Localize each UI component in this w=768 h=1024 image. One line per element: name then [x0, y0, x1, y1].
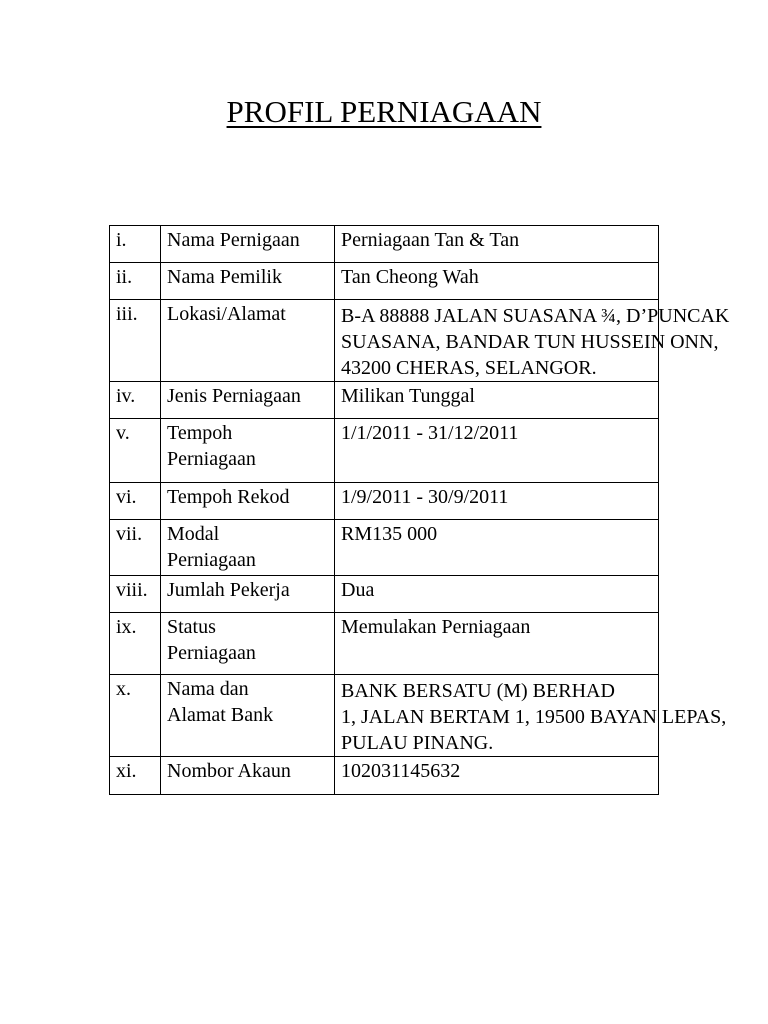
row-label-line: Nama dan: [167, 678, 249, 700]
row-value: [335, 263, 659, 300]
row-label: [161, 675, 335, 757]
table-row: [110, 576, 659, 613]
row-value-line: PULAU PINANG.: [341, 732, 494, 754]
row-label-line: Nombor Akaun: [167, 760, 291, 782]
row-label-line: Jenis Perniagaan: [167, 385, 301, 407]
row-label-line: Modal: [167, 523, 220, 545]
row-number: i.: [110, 226, 161, 263]
row-label: [161, 226, 335, 263]
table-row: [110, 613, 659, 675]
row-label-line: Perniagaan: [167, 448, 256, 470]
row-value-line: 43200 CHERAS, SELANGOR.: [341, 357, 597, 379]
row-label-line: Tempoh Rekod: [167, 486, 290, 508]
row-value-line: B-A 88888 JALAN SUASANA ¾, D’PUNCAK: [341, 305, 730, 327]
row-label-line: Perniagaan: [167, 642, 256, 664]
row-value-line: 1/1/2011 - 31/12/2011: [341, 422, 519, 444]
row-label-line: Alamat Bank: [167, 704, 274, 726]
row-label: [161, 576, 335, 613]
row-label: [161, 520, 335, 576]
row-value: [335, 576, 659, 613]
row-label-line: Perniagaan: [167, 549, 256, 571]
row-value: [335, 419, 659, 483]
table-row: [110, 419, 659, 483]
row-value-line: SUASANA, BANDAR TUN HUSSEIN ONN,: [341, 331, 719, 353]
table-row: [110, 226, 659, 263]
row-number: ix.: [110, 613, 161, 675]
row-number: iv.: [110, 382, 161, 419]
row-value-line: RM135 000: [341, 523, 438, 545]
row-number: x.: [110, 675, 161, 757]
row-label: [161, 757, 335, 795]
row-label-line: Nama Pemilik: [167, 266, 282, 288]
row-label: [161, 263, 335, 300]
row-number: viii.: [110, 576, 161, 613]
row-value-line: Memulakan Perniagaan: [341, 616, 531, 638]
table-row: [110, 263, 659, 300]
row-number: vi.: [110, 483, 161, 520]
row-value: [335, 757, 659, 795]
table-row: [110, 520, 659, 576]
row-label-line: Status: [167, 616, 216, 638]
row-value: [335, 226, 659, 263]
row-label: [161, 300, 335, 382]
row-number: ii.: [110, 263, 161, 300]
row-label: [161, 382, 335, 419]
row-value: [335, 675, 727, 757]
row-value-line: Tan Cheong Wah: [341, 266, 479, 288]
row-value-line: 1, JALAN BERTAM 1, 19500 BAYAN LEPAS,: [341, 706, 727, 728]
table-row: [110, 675, 659, 757]
row-value: [335, 483, 659, 520]
row-label: [161, 613, 335, 675]
row-value-line: BANK BERSATU (M) BERHAD: [341, 680, 615, 702]
row-label-line: Tempoh: [167, 422, 233, 444]
row-label-line: Lokasi/Alamat: [167, 303, 286, 325]
table-row: [110, 483, 659, 520]
row-value-line: 102031145632: [341, 760, 461, 782]
row-value-line: Perniagaan Tan & Tan: [341, 229, 520, 251]
row-value-line: Dua: [341, 579, 375, 601]
page-title-text: PROFIL PERNIAGAAN: [226, 94, 542, 129]
row-value: [335, 382, 659, 419]
row-value-line: Milikan Tunggal: [341, 385, 475, 407]
page-title: [0, 92, 768, 132]
row-number: xi.: [110, 757, 161, 795]
row-value-line: 1/9/2011 - 30/9/2011: [341, 486, 509, 508]
row-number: iii.: [110, 300, 161, 382]
row-label-line: Jumlah Pekerja: [167, 579, 290, 601]
row-value: [335, 520, 659, 576]
row-number: v.: [110, 419, 161, 483]
table-row: [110, 757, 659, 795]
row-label: [161, 419, 335, 483]
table-row: [110, 300, 659, 382]
row-label-line: Nama Pernigaan: [167, 229, 300, 251]
row-label: [161, 483, 335, 520]
business-profile-table: [109, 225, 730, 795]
row-number: vii.: [110, 520, 161, 576]
table-row: [110, 382, 659, 419]
row-value: [335, 300, 730, 382]
row-value: [335, 613, 659, 675]
